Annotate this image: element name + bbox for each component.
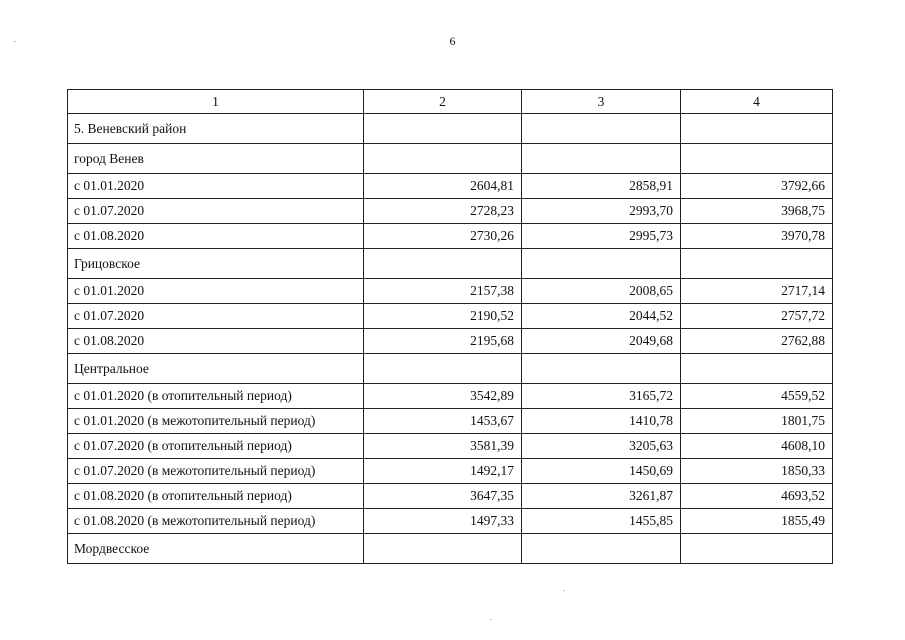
row-label: с 01.01.2020	[68, 174, 364, 199]
table-row	[68, 174, 833, 199]
table-row	[68, 384, 833, 409]
value-cell-col-2: 2730,26	[364, 224, 522, 249]
value-cell-col-3	[522, 114, 681, 144]
value-cell-col-2	[364, 114, 522, 144]
value-cell-col-3	[522, 144, 681, 174]
value-cell-col-3	[522, 354, 681, 384]
section-row	[68, 249, 833, 279]
value-cell-col-3: 2044,52	[522, 304, 681, 329]
row-label: с 01.08.2020	[68, 224, 364, 249]
row-label: с 01.07.2020	[68, 199, 364, 224]
value-cell-col-3: 1450,69	[522, 459, 681, 484]
row-label: с 01.01.2020 (в межотопительный период)	[68, 409, 364, 434]
value-cell-col-3: 2049,68	[522, 329, 681, 354]
row-label: с 01.07.2020 (в отопительный период)	[68, 434, 364, 459]
value-cell-col-4: 3792,66	[681, 174, 833, 199]
row-label: с 01.08.2020	[68, 329, 364, 354]
value-cell-col-4: 1850,33	[681, 459, 833, 484]
value-cell-col-4: 2757,72	[681, 304, 833, 329]
row-label: с 01.01.2020	[68, 279, 364, 304]
value-cell-col-4: 4559,52	[681, 384, 833, 409]
value-cell-col-2: 2190,52	[364, 304, 522, 329]
value-cell-col-3: 3261,87	[522, 484, 681, 509]
table-row	[68, 329, 833, 354]
tariff-table	[67, 89, 833, 564]
table-row	[68, 434, 833, 459]
value-cell-col-3	[522, 534, 681, 564]
value-cell-col-4	[681, 144, 833, 174]
table-row	[68, 509, 833, 534]
table-row	[68, 459, 833, 484]
value-cell-col-4: 1855,49	[681, 509, 833, 534]
scan-speck	[490, 619, 492, 620]
section-label: 5. Веневский район	[68, 114, 364, 144]
column-header-2: 2	[364, 90, 522, 114]
value-cell-col-2	[364, 249, 522, 279]
value-cell-col-2	[364, 144, 522, 174]
value-cell-col-2: 2195,68	[364, 329, 522, 354]
table-row	[68, 224, 833, 249]
value-cell-col-4: 4693,52	[681, 484, 833, 509]
value-cell-col-3	[522, 249, 681, 279]
value-cell-col-2: 3581,39	[364, 434, 522, 459]
section-row	[68, 534, 833, 564]
value-cell-col-2: 1497,33	[364, 509, 522, 534]
value-cell-col-4: 4608,10	[681, 434, 833, 459]
value-cell-col-2: 3647,35	[364, 484, 522, 509]
header-row	[68, 90, 833, 114]
value-cell-col-2	[364, 354, 522, 384]
section-label: Грицовское	[68, 249, 364, 279]
value-cell-col-3: 2993,70	[522, 199, 681, 224]
value-cell-col-4	[681, 114, 833, 144]
value-cell-col-2: 1492,17	[364, 459, 522, 484]
value-cell-col-3: 1455,85	[522, 509, 681, 534]
value-cell-col-3: 2995,73	[522, 224, 681, 249]
value-cell-col-4: 2762,88	[681, 329, 833, 354]
section-row	[68, 354, 833, 384]
section-row	[68, 144, 833, 174]
table-row	[68, 484, 833, 509]
section-label: Центральное	[68, 354, 364, 384]
value-cell-col-4	[681, 249, 833, 279]
table-row	[68, 304, 833, 329]
table-row	[68, 409, 833, 434]
value-cell-col-2: 1453,67	[364, 409, 522, 434]
column-header-4: 4	[681, 90, 833, 114]
value-cell-col-4: 1801,75	[681, 409, 833, 434]
row-label: с 01.07.2020 (в межотопительный период)	[68, 459, 364, 484]
section-row	[68, 114, 833, 144]
row-label: с 01.07.2020	[68, 304, 364, 329]
value-cell-col-2: 2728,23	[364, 199, 522, 224]
value-cell-col-4: 3968,75	[681, 199, 833, 224]
page-number: 6	[449, 34, 456, 48]
scan-speck	[14, 41, 16, 42]
value-cell-col-2	[364, 534, 522, 564]
column-header-3: 3	[522, 90, 681, 114]
value-cell-col-4: 2717,14	[681, 279, 833, 304]
column-header-1: 1	[68, 90, 364, 114]
table-row	[68, 279, 833, 304]
scan-speck	[563, 590, 565, 591]
value-cell-col-4: 3970,78	[681, 224, 833, 249]
value-cell-col-3: 2858,91	[522, 174, 681, 199]
value-cell-col-3: 3165,72	[522, 384, 681, 409]
value-cell-col-3: 1410,78	[522, 409, 681, 434]
row-label: с 01.08.2020 (в отопительный период)	[68, 484, 364, 509]
value-cell-col-2: 2157,38	[364, 279, 522, 304]
value-cell-col-4	[681, 354, 833, 384]
section-label: Мордвесское	[68, 534, 364, 564]
value-cell-col-3: 3205,63	[522, 434, 681, 459]
row-label: с 01.08.2020 (в межотопительный период)	[68, 509, 364, 534]
value-cell-col-3: 2008,65	[522, 279, 681, 304]
row-label: с 01.01.2020 (в отопительный период)	[68, 384, 364, 409]
table-row	[68, 199, 833, 224]
table-body	[68, 114, 833, 564]
value-cell-col-4	[681, 534, 833, 564]
value-cell-col-2: 3542,89	[364, 384, 522, 409]
value-cell-col-2: 2604,81	[364, 174, 522, 199]
section-label: город Венев	[68, 144, 364, 174]
